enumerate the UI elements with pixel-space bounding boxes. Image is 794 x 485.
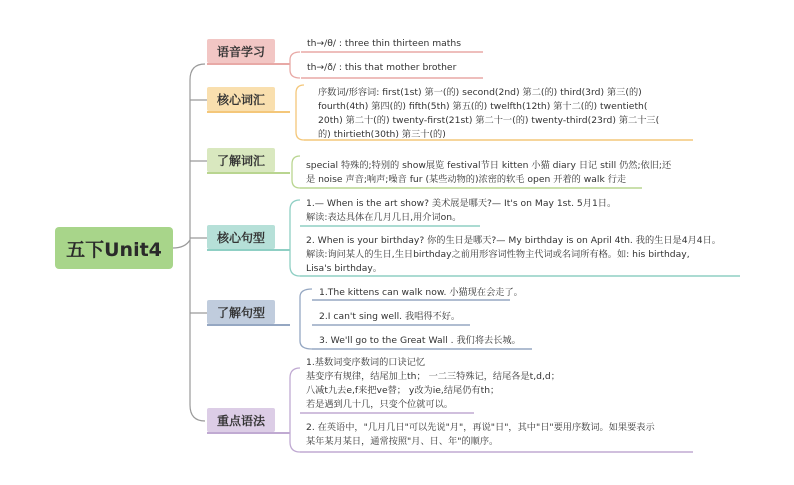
leaf-line: 1.The kittens can walk now. 小猫现在会走了。 <box>319 287 523 298</box>
leaf-line: 解读:表达具体在几月几日,用介词on。 <box>306 212 462 223</box>
category-core-vocabulary[interactable] <box>207 87 275 111</box>
leaf-line: 2. When is your birthday? 你的生日是哪天?— My birthday is on April 4th. 我的生日是4月4日。 <box>306 235 721 246</box>
leaf-line: Lisa's birthday。 <box>306 263 382 274</box>
leaf-line: 基变序有规律，结尾加上th； 一二三特殊记，结尾各是t,d,d； <box>306 371 560 382</box>
leaf-line: 3. We'll go to the Great Wall . 我们将去长城。 <box>319 335 521 346</box>
leaf-line: 2. 在英语中，"几月几日"可以先说"月"，再说"日"，其中"日"要用序数词。如果要表示 <box>306 422 655 433</box>
category-extra-sentences[interactable] <box>207 300 275 324</box>
phonics-node-1[interactable] <box>307 37 461 51</box>
root-node[interactable] <box>55 227 173 269</box>
extra-sentence-node-1[interactable] <box>319 286 523 300</box>
leaf-line: th→/ð/ : this that mother brother <box>307 62 457 73</box>
leaf-line: 某年某月某日，通常按照"月、日、年"的顺序。 <box>306 436 499 447</box>
category-label: 核心词汇 <box>216 92 265 107</box>
grammar-node-2[interactable] <box>306 421 655 449</box>
category-extra-vocabulary[interactable] <box>207 148 275 172</box>
leaf-line: 1.基数词变序数词的口诀记忆 <box>306 357 426 368</box>
category-label: 核心句型 <box>216 230 265 245</box>
leaf-line: 解读:询问某人的生日,生日birthday之前用形容词性物主代词或名词所有格。如: his birthday, <box>306 249 690 260</box>
leaf-line: 是 noise 声音;响声;噪音 fur (某些动物的)浓密的软毛 open 开着的 walk 行走 <box>306 174 627 185</box>
category-core-sentences[interactable] <box>207 225 275 249</box>
leaf-line: th→/θ/ : three thin thirteen maths <box>307 38 462 49</box>
leaf-line: 的) thirtieth(30th) 第三十(的) <box>318 129 446 140</box>
extra-sentence-node-3[interactable] <box>319 334 521 348</box>
leaf-line: 20th) 第二十(的) twenty-first(21st) 第二十一(的) twenty-third(23rd) 第二十三( <box>318 115 660 126</box>
leaf-line: 若是遇到几十几，只变个位就可以。 <box>306 399 453 410</box>
category-key-grammar[interactable] <box>207 408 275 432</box>
core-sentence-node-1[interactable] <box>306 197 616 225</box>
phonics-node-2[interactable] <box>307 61 456 75</box>
leaf-line: 1.— When is the art show? 美术展是哪天?— It's on May 1st. 5月1日。 <box>306 198 617 209</box>
core-vocabulary-node[interactable] <box>318 86 659 142</box>
category-label: 了解词汇 <box>216 153 265 168</box>
leaf-line: 序数词/形容词: first(1st) 第一(的) second(2nd) 第二(的) third(3rd) 第三(的) <box>318 87 642 98</box>
leaf-line: 八减t九去e,f来把ve替； y改为ie,结尾仍有th； <box>306 385 500 396</box>
extra-vocabulary-node[interactable] <box>306 159 671 187</box>
category-phonics[interactable] <box>207 39 275 63</box>
core-sentence-node-2[interactable] <box>306 234 721 276</box>
leaf-line: special 特殊的;特别的 show展览 festival节日 kitten 小猫 diary 日记 still 仍然;依旧;还 <box>306 160 672 171</box>
extra-sentence-node-2[interactable] <box>319 310 460 324</box>
leaf-line: 2.I can't sing well. 我唱得不好。 <box>319 311 461 322</box>
grammar-node-1[interactable] <box>306 356 560 412</box>
category-label: 了解句型 <box>216 305 265 320</box>
leaf-line: fourth(4th) 第四(的) fifth(5th) 第五(的) twelfth(12th) 第十二(的) twentieth( <box>318 101 648 112</box>
category-label: 语音学习 <box>216 44 265 59</box>
category-label: 重点语法 <box>216 413 265 428</box>
root-label: 五下Unit4 <box>66 238 162 261</box>
